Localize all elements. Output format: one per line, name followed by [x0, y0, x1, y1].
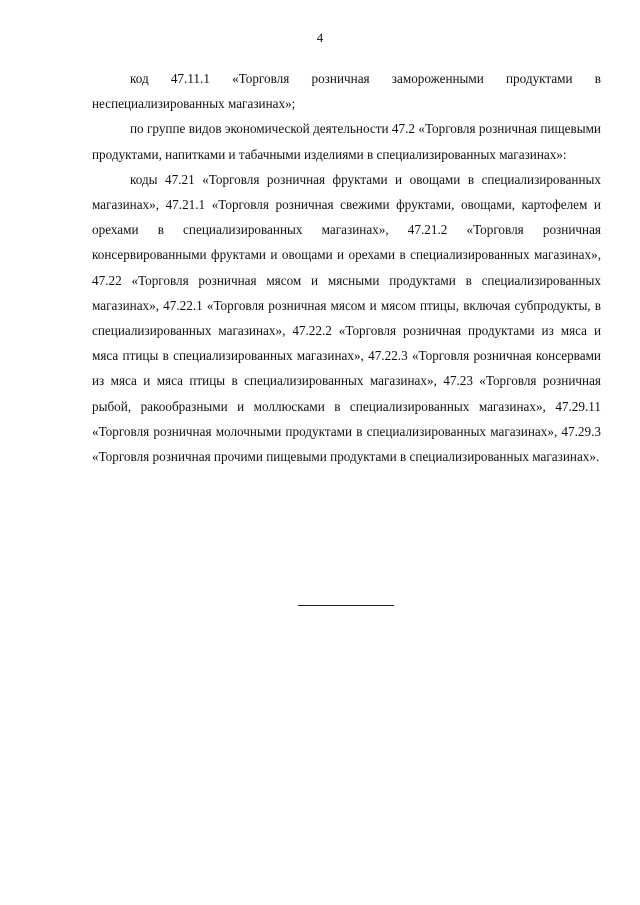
document-body	[92, 66, 601, 469]
paragraph-group-47-2: по группе видов экономической деятельности 47.2 «Торговля розничная пищевыми продуктами, напитками и табачными изделиями в специализированных магазинах»:	[92, 121, 601, 162]
paragraph-code-47-11-1: код 47.11.1 «Торговля розничная замороженными продуктами в неспециализированных магазинах»;	[92, 71, 601, 112]
page-number: 4	[316, 30, 324, 45]
paragraph-codes-list: коды 47.21 «Торговля розничная фруктами и овощами в специализированных магазинах», 47.21.1 «Торговля розничная свежими фруктами, овощами, картофелем и орехами в специализированных магазинах», 47.21.2 «Торговля розничная консервированными фруктами и овощами и орехами в специализированных магазинах», 47.22 «Торговля розничная мясом и мясными продуктами в специализированных магазинах», 47.22.1 «Торговля розничная мясом и мясом птицы, включая субпродукты, в специализированных магазинах», 47.22.2 «Торговля розничная продуктами из мяса и мяса птицы в специализированных магазинах», 47.22.3 «Торговля розничная консервами из мяса и мяса птицы в специализированных магазинах», 47.23 «Торговля розничная рыбой, ракообразными и моллюсками в специализированных магазинах», 47.29.11 «Торговля розничная молочными продуктами в специализированных магазинах», 47.29.3 «Торговля розничная прочими пищевыми продуктами в специализированных магазинах».	[92, 171, 601, 465]
end-of-document-rule	[298, 605, 394, 606]
